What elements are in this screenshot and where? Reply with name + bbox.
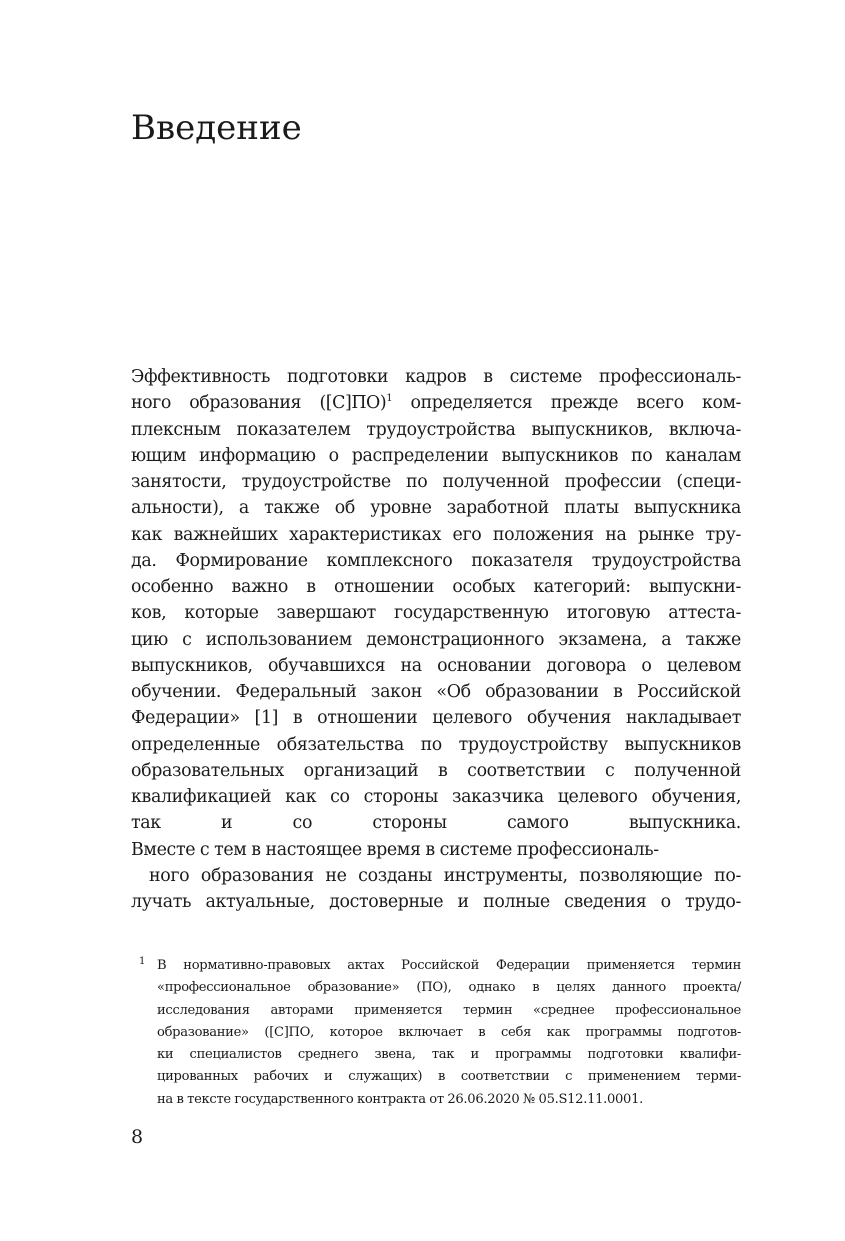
text-fragment: определяется прежде всего ком- (410, 393, 741, 414)
footnote-line: «профессиональное образование» (ПО), однако в целях данного проекта/ (157, 980, 741, 996)
footnote (139, 955, 741, 1111)
footnote-mark: 1 (139, 956, 146, 967)
text-line: как важнейших характеристиках его положения на рынке тру- (131, 524, 741, 545)
text-line: определенные обязательства по трудоустройству выпускников (131, 734, 741, 755)
text-line: выпускников, обучавшихся на основании договора о целевом (131, 655, 741, 676)
body-text (131, 364, 741, 942)
footnote-line: ки специалистов среднего звена, так и программы подготовки квалифи- (157, 1047, 741, 1063)
text-line: альности), а также об уровне заработной платы выпускника (131, 498, 741, 519)
text-line: да. Формирование комплексного показателя трудоустройства (131, 550, 741, 571)
text-line: ного образования не созданы инструменты, позволяющие по- (149, 865, 741, 886)
footnote-line: В нормативно-правовых актах Российской Федерации применяется термин (157, 958, 741, 973)
text-line: обучении. Федеральный закон «Об образовании в Российской (131, 682, 741, 702)
text-line (131, 390, 741, 416)
footnote-reference[interactable]: 1 (386, 393, 393, 405)
footnote-line: образование» ([С]ПО, которое включает в себя как программы подготов- (157, 1024, 741, 1040)
footnote-line: цированных рабочих и служащих) в соответствии с применением терми- (157, 1069, 741, 1085)
text-fragment: ного образования ([С]ПО) (131, 393, 387, 414)
text-line: цию с использованием демонстрационного экзамена, а также (131, 629, 741, 650)
text-line: образовательных организаций в соответствии с полученной (131, 760, 741, 781)
footnote-line: на в тексте государственного контракта от 26.06.2020 № 05.S12.11.0001. (157, 1091, 643, 1107)
text-line: лучать актуальные, достоверные и полные сведения о трудо- (131, 892, 741, 912)
text-line: занятости, трудоустройстве по полученной профессии (специ- (131, 472, 741, 492)
text-line: ков, которые завершают государственную итоговую аттеста- (131, 603, 741, 624)
text-line (131, 915, 741, 941)
page-number: 8 (131, 1126, 144, 1148)
text-line: особенно важно в отношении особых категорий: выпускни- (131, 577, 741, 597)
text-line: квалификацией как со стороны заказчика целевого обучения, (131, 787, 741, 807)
chapter-title: Введение (131, 108, 302, 148)
footnote-line: исследования авторами применяется термин «среднее профессиональное (157, 1002, 741, 1018)
text-line: так и со стороны самого выпускника. (131, 813, 741, 834)
text-line: плексным показателем трудоустройства выпускников, включа- (131, 419, 741, 440)
text-line: Вместе с тем в настоящее время в системе профессиональ- (131, 839, 659, 860)
text-line: ющим информацию о распределении выпускников по каналам (131, 445, 741, 466)
text-line: Эффективность подготовки кадров в системе профессиональ- (131, 367, 741, 387)
text-line: Федерации» [1] в отношении целевого обучения накладывает (131, 708, 741, 729)
